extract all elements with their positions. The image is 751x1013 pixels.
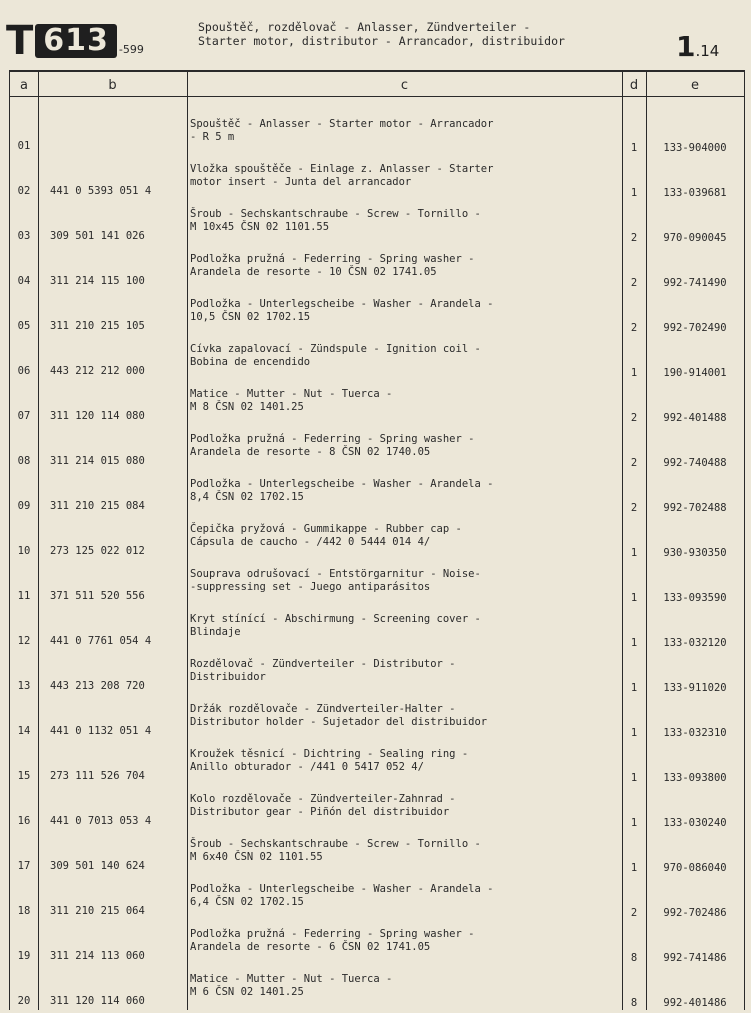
position-number: 10	[17, 545, 31, 557]
position-number: 07	[17, 410, 31, 422]
part-number: 441 0 7761 054 4	[50, 635, 152, 647]
logo-model: 613	[35, 24, 117, 58]
position-number: 06	[17, 365, 31, 377]
position-number: 01	[17, 140, 31, 152]
part-description: Kroužek těsnicí - Dichtring - Sealing ring - Anillo obturador - /441 0 5417 052 4/	[190, 748, 469, 773]
part-number: 443 213 208 720	[50, 680, 145, 692]
position-number: 11	[17, 590, 31, 602]
part-number: 441 0 7013 053 4	[50, 815, 152, 827]
page-number-minor: .14	[695, 42, 720, 60]
table-row	[10, 879, 744, 923]
quantity: 8	[630, 997, 638, 1009]
part-description: Rozdělovač - Zündverteiler - Distributor - Distribuidor	[190, 658, 456, 683]
part-number: 311 214 015 080	[50, 455, 145, 467]
catalog-code: 992-741490	[663, 277, 727, 289]
position-number: 17	[17, 860, 31, 872]
part-description: Podložka pružná - Federring - Spring washer - Arandela de resorte - 8 ČSN 02 1740.05	[190, 433, 475, 458]
part-number: 273 111 526 704	[50, 770, 145, 782]
quantity: 1	[630, 862, 638, 874]
quantity: 1	[630, 142, 638, 154]
part-description: Spouštěč - Anlasser - Starter motor - Arrancador - R 5 m	[190, 118, 494, 143]
column-header-e: e	[691, 78, 699, 93]
catalog-code: 992-702488	[663, 502, 727, 514]
quantity: 1	[630, 817, 638, 829]
position-number: 20	[17, 995, 31, 1007]
table-row	[10, 339, 744, 383]
part-number: 311 214 115 100	[50, 275, 145, 287]
catalog-code: 190-914001	[663, 367, 727, 379]
catalog-code: 930-930350	[663, 547, 727, 559]
catalog-code: 133-911020	[663, 682, 727, 694]
column-header-d: d	[629, 78, 639, 93]
position-number: 13	[17, 680, 31, 692]
part-number: 311 210 215 064	[50, 905, 145, 917]
catalog-code: 133-904000	[663, 142, 727, 154]
part-number: 311 214 113 060	[50, 950, 145, 962]
table-row	[10, 609, 744, 653]
quantity: 1	[630, 187, 638, 199]
position-number: 18	[17, 905, 31, 917]
table-row	[10, 744, 744, 788]
header-divider	[10, 96, 744, 97]
part-description: Podložka - Unterlegscheibe - Washer - Arandela - 8,4 ČSN 02 1702.15	[190, 478, 494, 503]
part-number: 443 212 212 000	[50, 365, 145, 377]
part-description: Držák rozdělovače - Zündverteiler-Halter - Distributor holder - Sujetador del distribuidor	[190, 703, 488, 728]
page-title	[198, 20, 565, 48]
part-number: 371 511 520 556	[50, 590, 145, 602]
page-header	[0, 0, 751, 70]
position-number: 09	[17, 500, 31, 512]
position-number: 02	[17, 185, 31, 197]
catalog-code: 133-093800	[663, 772, 727, 784]
position-number: 04	[17, 275, 31, 287]
part-description: Cívka zapalovací - Zündspule - Ignition coil - Bobina de encendido	[190, 343, 481, 368]
quantity: 1	[630, 772, 638, 784]
part-description: Šroub - Sechskantschraube - Screw - Tornillo - M 10x45 ČSN 02 1101.55	[190, 208, 481, 233]
tatra-logo	[6, 18, 144, 64]
part-number: 311 120 114 080	[50, 410, 145, 422]
part-number: 441 0 5393 051 4	[50, 185, 152, 197]
part-description: Matice - Mutter - Nut - Tuerca - M 8 ČSN 02 1401.25	[190, 388, 393, 413]
quantity: 2	[630, 277, 638, 289]
table-row	[10, 114, 744, 158]
column-header-c: c	[400, 78, 409, 93]
table-row	[10, 429, 744, 473]
part-number: 441 0 1132 051 4	[50, 725, 152, 737]
part-description: Kolo rozdělovače - Zündverteiler-Zahnrad - Distributor gear - Piñón del distribuidor	[190, 793, 456, 818]
position-number: 16	[17, 815, 31, 827]
quantity: 2	[630, 457, 638, 469]
quantity: 1	[630, 592, 638, 604]
quantity: 2	[630, 412, 638, 424]
table-row	[10, 249, 744, 293]
catalog-code: 992-702486	[663, 907, 727, 919]
title-line-1: Spouštěč, rozdělovač - Anlasser, Zündverteiler -	[198, 20, 531, 34]
quantity: 2	[630, 502, 638, 514]
quantity: 1	[630, 367, 638, 379]
part-description: Vložka spouštěče - Einlage z. Anlasser - Starter motor insert - Junta del arrancador	[190, 163, 494, 188]
catalog-code: 133-030240	[663, 817, 727, 829]
table-row	[10, 294, 744, 338]
part-number: 309 501 140 624	[50, 860, 145, 872]
catalog-code: 992-401486	[663, 997, 727, 1009]
part-description: Kryt stínící - Abschirmung - Screening cover - Blindaje	[190, 613, 481, 638]
column-header-a: a	[20, 78, 28, 93]
catalog-code: 133-032310	[663, 727, 727, 739]
table-row	[10, 834, 744, 878]
catalog-code: 992-702490	[663, 322, 727, 334]
quantity: 1	[630, 637, 638, 649]
table-row	[10, 474, 744, 518]
table-row	[10, 519, 744, 563]
position-number: 19	[17, 950, 31, 962]
page-number-major: 1	[676, 30, 696, 63]
table-row	[10, 204, 744, 248]
part-description: Podložka - Unterlegscheibe - Washer - Arandela - 6,4 ČSN 02 1702.15	[190, 883, 494, 908]
page-number	[676, 30, 719, 63]
part-description: Podložka - Unterlegscheibe - Washer - Arandela - 10,5 ČSN 02 1702.15	[190, 298, 494, 323]
part-number: 311 210 215 105	[50, 320, 145, 332]
part-description: Šroub - Sechskantschraube - Screw - Tornillo - M 6x40 ČSN 02 1101.55	[190, 838, 481, 863]
quantity: 2	[630, 322, 638, 334]
part-description: Souprava odrušovací - Entstörgarnitur - Noise- -suppressing set - Juego antiparásitos	[190, 568, 481, 593]
part-description: Podložka pružná - Federring - Spring washer - Arandela de resorte - 6 ČSN 02 1741.05	[190, 928, 475, 953]
catalog-code: 133-032120	[663, 637, 727, 649]
column-header-b: b	[108, 78, 117, 93]
table-row	[10, 699, 744, 743]
position-number: 05	[17, 320, 31, 332]
table-row	[10, 564, 744, 608]
quantity: 2	[630, 907, 638, 919]
quantity: 1	[630, 547, 638, 559]
catalog-code: 133-093590	[663, 592, 727, 604]
quantity: 8	[630, 952, 638, 964]
logo-suffix: -599	[118, 43, 144, 56]
catalog-code: 970-090045	[663, 232, 727, 244]
part-description: Čepička pryžová - Gummikappe - Rubber cap - Cápsula de caucho - /442 0 5444 014 4/	[190, 523, 462, 548]
quantity: 2	[630, 232, 638, 244]
table-row	[10, 924, 744, 968]
part-description: Matice - Mutter - Nut - Tuerca - M 6 ČSN 02 1401.25	[190, 973, 393, 998]
part-number: 311 120 114 060	[50, 995, 145, 1007]
title-line-2: Starter motor, distributor - Arrancador, distribuidor	[198, 34, 565, 48]
part-number: 273 125 022 012	[50, 545, 145, 557]
position-number: 15	[17, 770, 31, 782]
catalog-code: 992-740488	[663, 457, 727, 469]
position-number: 14	[17, 725, 31, 737]
catalog-code: 970-086040	[663, 862, 727, 874]
position-number: 03	[17, 230, 31, 242]
part-description: Podložka pružná - Federring - Spring washer - Arandela de resorte - 10 ČSN 02 1741.05	[190, 253, 475, 278]
quantity: 1	[630, 682, 638, 694]
position-number: 08	[17, 455, 31, 467]
table-row	[10, 384, 744, 428]
table-row	[10, 969, 744, 1013]
catalog-code: 133-039681	[663, 187, 727, 199]
position-number: 12	[17, 635, 31, 647]
parts-table	[9, 70, 745, 1010]
part-number: 311 210 215 084	[50, 500, 145, 512]
table-row	[10, 654, 744, 698]
table-row	[10, 789, 744, 833]
table-row	[10, 159, 744, 203]
catalog-code: 992-401488	[663, 412, 727, 424]
logo-letter: T	[6, 18, 33, 64]
catalog-code: 992-741486	[663, 952, 727, 964]
quantity: 1	[630, 727, 638, 739]
part-number: 309 501 141 026	[50, 230, 145, 242]
